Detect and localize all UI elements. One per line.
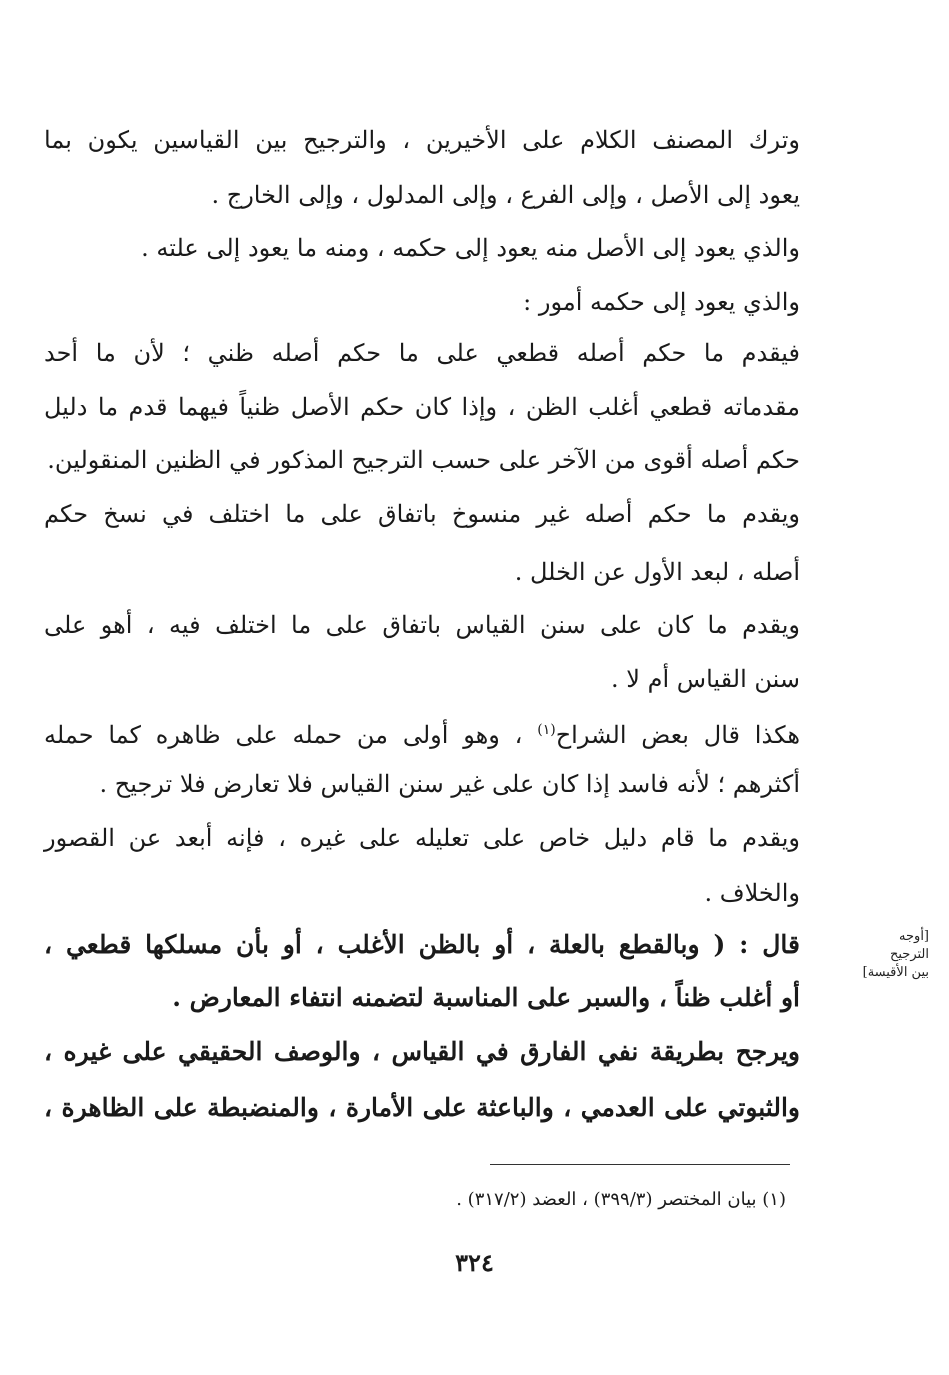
body-line-4: والذي يعود إلى حكمه أمور : <box>523 288 800 316</box>
matn-line-1: قال : ( وبالقطع بالعلة ، أو بالظن الأغلب ، أو بأن مسلكها قطعي ، <box>44 930 800 959</box>
matn-line-4: والثبوتي على العدمي ، والباعثة على الأمارة ، والمنضبطة على الظاهرة ، <box>44 1093 800 1122</box>
body-line-9: أصله ، لبعد الأول عن الخلل . <box>514 558 800 586</box>
body-line-5: فيقدم ما حكم أصله قطعي على ما حكم أصله ظني ؛ لأن ما أحد <box>44 339 800 367</box>
footnote-separator <box>490 1164 790 1165</box>
body-line-14: ويقدم ما قام دليل خاص على تعليله على غيره ، فإنه أبعد عن القصور <box>44 824 800 852</box>
page-number: ٣٢٤ <box>455 1248 494 1277</box>
footnote: (١) بيان المختصر (٣٩٩/٣) ، العضد (٣١٧/٢) . <box>456 1189 786 1210</box>
body-line-15: والخلاف . <box>704 879 800 907</box>
body-line-7: حكم أصله أقوى من الآخر على حسب الترجيح المذكور في الظنين المنقولين. <box>47 446 800 474</box>
body-line-6: مقدماته قطعي أغلب الظن ، وإذا كان حكم الأصل ظنياً فيهما قدم ما دليل <box>44 393 801 421</box>
margin-heading <box>809 928 929 982</box>
body-line-1: وترك المصنف الكلام على الأخيرين ، والترجيح بين القياسين يكون بما <box>44 126 801 154</box>
body-line-3: والذي يعود إلى الأصل منه يعود إلى حكمه ، ومنه ما يعود إلى علته . <box>141 234 800 262</box>
body-line-12-end: ، وهو أولى من حمله على ظاهره كما حمله <box>44 721 538 749</box>
body-line-13: أكثرهم ؛ لأنه فاسد إذا كان على غير سنن القياس فلا تعارض فلا ترجيح . <box>99 770 800 798</box>
margin-heading-line-2: الترجيح <box>889 947 929 962</box>
matn-line-2: أو أغلب ظناً ، والسبر على المناسبة لتضمنه انتفاء المعارض . <box>172 983 800 1012</box>
margin-heading-line-3: بين الأقيسة] <box>862 965 929 980</box>
body-line-12 <box>44 710 800 755</box>
body-line-10: ويقدم ما كان على سنن القياس باتفاق على ما اختلف فيه ، أهو على <box>44 611 800 639</box>
body-line-11: سنن القياس أم لا . <box>611 665 800 693</box>
body-line-8: ويقدم ما حكم أصله غير منسوخ باتفاق على ما اختلف في نسخ حكم <box>44 500 800 528</box>
footnote-reference[interactable]: (١) <box>537 722 556 738</box>
matn-line-3: ويرجح بطريقة نفي الفارق في القياس ، والوصف الحقيقي على غيره ، <box>44 1037 800 1066</box>
body-line-2: يعود إلى الأصل ، وإلى الفرع ، وإلى المدلول ، وإلى الخارج . <box>211 181 800 209</box>
margin-heading-line-1: [أوجه <box>899 929 929 944</box>
body-line-12-start: هكذا قال بعض الشراح <box>555 721 800 749</box>
